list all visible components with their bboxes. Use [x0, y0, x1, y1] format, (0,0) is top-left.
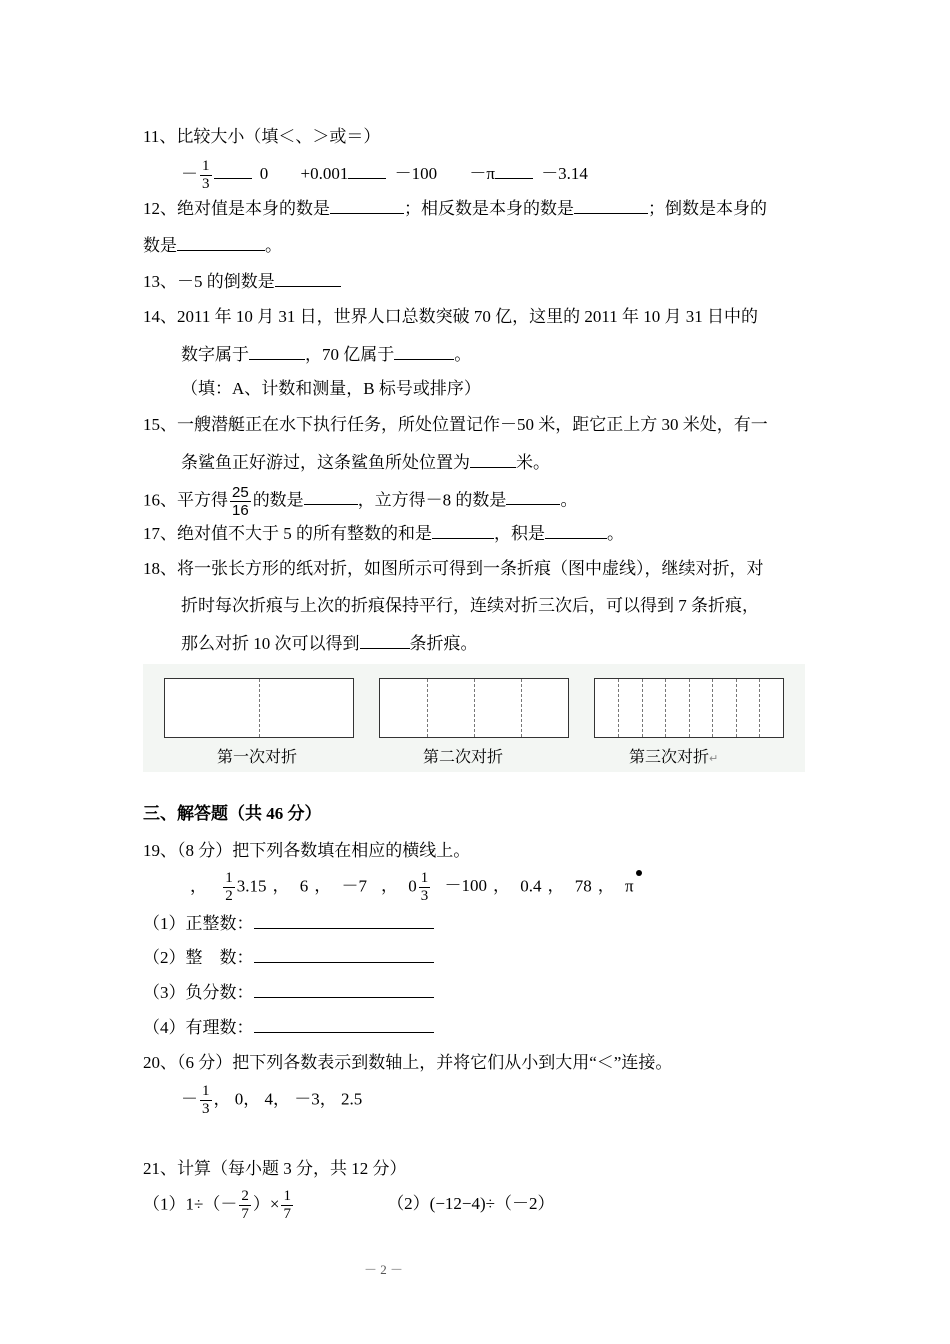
- fraction: $\frac{1}{3}$: [202, 1083, 210, 1117]
- fraction: $\frac{2}{7}$: [241, 1188, 249, 1222]
- q21-title: 21、计算（每小题 3 分，共 12 分）: [143, 1159, 407, 1178]
- answer-blank[interactable]: [574, 197, 648, 214]
- crease-line: [642, 679, 643, 737]
- crease-line: [689, 679, 690, 737]
- fraction: $\frac{1}{3}$: [420, 870, 429, 904]
- q20-numbers: － $\frac{1}{3}$ ， 0， 4， －3， 2.5: [181, 1083, 363, 1117]
- answer-blank[interactable]: [275, 270, 341, 287]
- q19-line2: （2）整 数：: [143, 946, 434, 969]
- q11-items: － $\frac{1}{3}$ 0 +0.001 －100 －π －3.14: [181, 158, 588, 192]
- q18-line1: 18、将一张长方形的纸对折，如图所示可得到一条折痕（图中虚线），继续对折，对: [143, 559, 764, 578]
- fraction: $\frac{1}{3}$: [202, 158, 210, 192]
- paper-fold-2: [379, 678, 569, 738]
- dot-mark: [636, 870, 642, 876]
- crease-line: [618, 679, 619, 737]
- q12-line2: 数是 。: [143, 236, 282, 255]
- answer-blank[interactable]: [254, 912, 434, 929]
- answer-blank[interactable]: [495, 162, 533, 179]
- q19-line1: （1）正整数：: [143, 912, 434, 935]
- answer-blank[interactable]: [360, 632, 410, 649]
- q18-line3: 那么对折 10 次可以得到 条折痕。: [181, 634, 478, 653]
- crease-line: [759, 679, 760, 737]
- answer-blank[interactable]: [254, 1016, 434, 1033]
- crease-line: [521, 679, 522, 737]
- crease-line: [259, 679, 260, 737]
- caption-fold-1: 第一次对折: [217, 749, 298, 766]
- crease-line: [474, 679, 475, 737]
- q19-line3: （3）负分数：: [143, 981, 434, 1004]
- q16: 16、平方得 $\frac{25}{16}$ 的数是 ，立方得－8 的数是 。: [143, 484, 578, 519]
- answer-blank[interactable]: [545, 522, 607, 539]
- answer-blank[interactable]: [254, 946, 434, 963]
- answer-blank[interactable]: [214, 162, 252, 179]
- section-title: 三、解答题（共 46 分）: [143, 804, 322, 823]
- fraction: $\frac{25}{16}$: [232, 484, 249, 519]
- answer-blank[interactable]: [432, 522, 494, 539]
- q15-line2: 条鲨鱼正好游过，这条鲨鱼所处位置为 米。: [181, 453, 550, 472]
- answer-blank[interactable]: [470, 451, 516, 468]
- paper-fold-1: [164, 678, 354, 738]
- answer-blank[interactable]: [330, 197, 404, 214]
- fraction: $\frac{1}{7}$: [283, 1188, 291, 1222]
- q13: 13、－5 的倒数是: [143, 270, 341, 293]
- q14-line2: 数字属于 ，70 亿属于 。: [181, 345, 472, 364]
- q17: 17、绝对值不大于 5 的所有整数的和是 ，积是 。: [143, 524, 624, 543]
- caption-fold-3: 第三次对折↵: [629, 749, 719, 766]
- q12-line1: 12、绝对值是本身的数是 ；相反数是本身的数是 ；倒数是本身的: [143, 199, 767, 218]
- q18-line2: 折时每次折痕与上次的折痕保持平行，连续对折三次后，可以得到 7 条折痕，: [181, 596, 759, 615]
- crease-line: [736, 679, 737, 737]
- answer-blank[interactable]: [304, 488, 358, 505]
- answer-blank[interactable]: [394, 343, 454, 360]
- q14-line1: 14、2011 年 10 月 31 日，世界人口总数突破 70 亿，这里的 2011 年 10 月 31 日中的: [143, 307, 758, 326]
- crease-line: [427, 679, 428, 737]
- answer-blank[interactable]: [506, 488, 560, 505]
- q14-hint: （填：A、计数和测量，B 标号或排序）: [181, 379, 481, 398]
- answer-blank[interactable]: [177, 234, 265, 251]
- answer-blank[interactable]: [254, 981, 434, 998]
- page-number: － 2 －: [364, 1262, 404, 1277]
- answer-blank[interactable]: [249, 343, 305, 360]
- q19-line4: （4）有理数：: [143, 1016, 434, 1039]
- crease-line: [712, 679, 713, 737]
- q19-numbers: ， $\frac{1}{2}$ 3.15 ， 6 ， －7 ， 0 $\frac{1}{3}$ －100 ， 0.4 ， 78 ， π: [190, 870, 642, 905]
- q19-title: 19、（8 分）把下列各数填在相应的横线上。: [143, 841, 471, 860]
- caption-fold-2: 第二次对折: [423, 749, 504, 766]
- q11-title: 11、比较大小（填＜、＞或＝）: [143, 127, 381, 146]
- q15-line1: 15、一艘潜艇正在水下执行任务，所处位置记作－50 米，距它正上方 30 米处，有一: [143, 415, 768, 434]
- q21-items: （1）1÷（－ $\frac{2}{7}$ ）× $\frac{1}{7}$ （2）(−12−4)÷（－2）: [143, 1188, 555, 1222]
- paper-fold-3: [594, 678, 784, 738]
- folding-figure: [143, 664, 805, 772]
- answer-blank[interactable]: [348, 162, 386, 179]
- q20-title: 20、（6 分）把下列各数表示到数轴上，并将它们从小到大用“＜”连接。: [143, 1053, 673, 1072]
- fraction: $\frac{1}{2}$: [225, 870, 233, 904]
- crease-line: [665, 679, 666, 737]
